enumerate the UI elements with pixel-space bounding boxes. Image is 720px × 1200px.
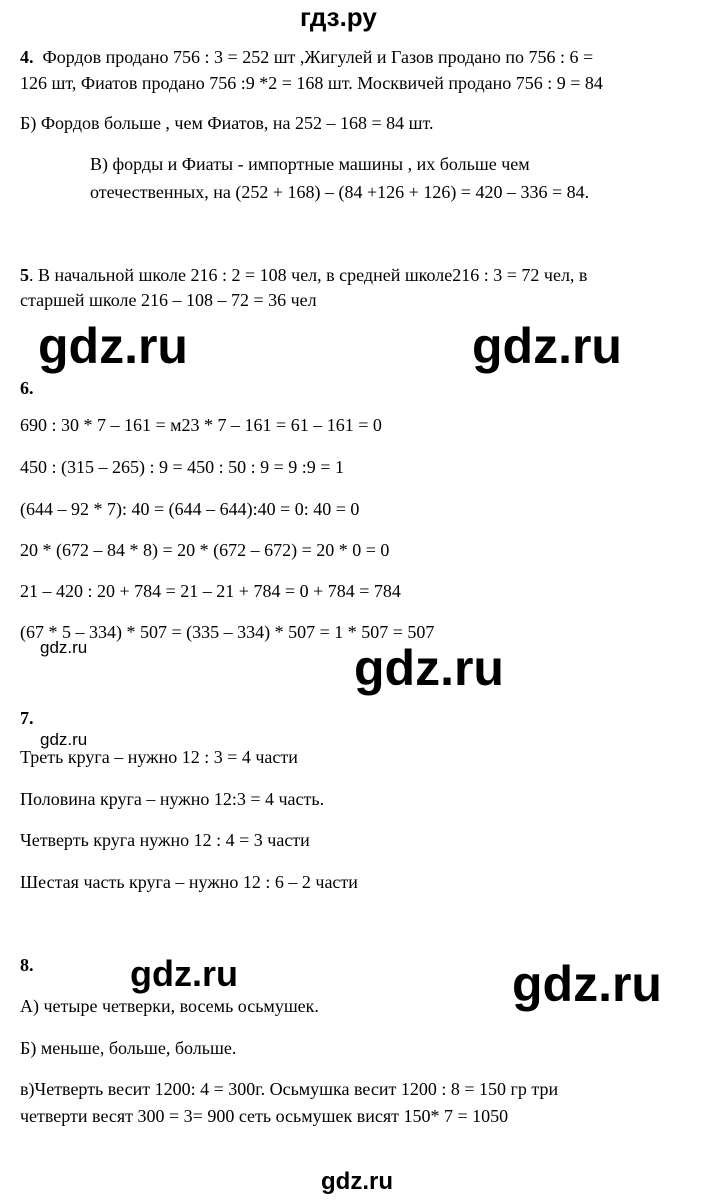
task8-part-v-line1: в)Четверть весит 1200: 4 = 300г. Осьмушка весит 1200 : 8 = 150 гр три xyxy=(20,1079,559,1099)
task7-line-3: Четверть круга нужно 12 : 4 = 3 части xyxy=(20,830,310,850)
task4-part-v-line1: В) форды и Фиаты - импортные машины , их больше чем xyxy=(90,154,530,174)
task6-expression-4: 20 * (672 – 84 * 8) = 20 * (672 – 672) = 20 * 0 = 0 xyxy=(20,540,390,560)
task6-number: 6. xyxy=(20,378,34,398)
watermark-gdz-5: gdz.ru xyxy=(40,730,88,749)
task4-number: 4. xyxy=(20,47,34,67)
header-site-title: гдз.ру xyxy=(300,2,377,32)
task7-line-2: Половина круга – нужно 12:3 = 4 часть. xyxy=(20,789,325,809)
task6-expression-5: 21 – 420 : 20 + 784 = 21 – 21 + 784 = 0 + 784 = 784 xyxy=(20,581,401,601)
watermark-gdz-6: gdz.ru xyxy=(130,953,238,994)
watermark-gdz-7: gdz.ru xyxy=(512,956,662,1012)
task6-expression-3: (644 – 92 * 7): 40 = (644 – 644):40 = 0: 40 = 0 xyxy=(20,499,360,519)
task7-line-1: Треть круга – нужно 12 : 3 = 4 части xyxy=(20,747,298,767)
task6-expression-2: 450 : (315 – 265) : 9 = 450 : 50 : 9 = 9 :9 = 1 xyxy=(20,457,344,477)
task8-part-v-line2: четверти весят 300 = 3= 900 сеть осьмушек висят 150* 7 = 1050 xyxy=(20,1106,509,1126)
task6-expression-1: 690 : 30 * 7 – 161 = м23 * 7 – 161 = 61 – 161 = 0 xyxy=(20,415,382,435)
task7-line-4: Шестая часть круга – нужно 12 : 6 – 2 части xyxy=(20,872,358,892)
watermark-gdz-3: gdz.ru xyxy=(40,638,88,657)
task8-part-b: Б) меньше, больше, больше. xyxy=(20,1038,237,1058)
task8-number: 8. xyxy=(20,955,34,975)
watermark-gdz-4: gdz.ru xyxy=(354,640,504,696)
task4-part-b: Б) Фордов больше , чем Фиатов, на 252 – 168 = 84 шт. xyxy=(20,113,434,133)
watermark-gdz-2: gdz.ru xyxy=(472,318,622,374)
task4-line2: 126 шт, Фиатов продано 756 :9 *2 = 168 шт. Москвичей продано 756 : 9 = 84 xyxy=(20,73,603,93)
watermark-gdz-1: gdz.ru xyxy=(38,318,188,374)
task5-number: 5 xyxy=(20,265,29,285)
task8-part-a: А) четыре четверки, восемь осьмушек. xyxy=(20,996,319,1016)
task6-expression-6: (67 * 5 – 334) * 507 = (335 – 334) * 507 = 1 * 507 = 507 xyxy=(20,622,435,642)
task4-line1: 4. Фордов продано 756 : 3 = 252 шт ,Жигулей и Газов продано по 756 : 6 = xyxy=(20,47,594,67)
task5-line2: старшей школе 216 – 108 – 72 = 36 чел xyxy=(20,290,317,310)
task5-line1: 5. В начальной школе 216 : 2 = 108 чел, в средней школе216 : 3 = 72 чел, в xyxy=(20,265,588,285)
task7-number: 7. xyxy=(20,708,34,728)
footer-watermark-gdz: gdz.ru xyxy=(321,1168,393,1195)
task4-part-v-line2: отечественных, на (252 + 168) – (84 +126 + 126) = 420 – 336 = 84. xyxy=(90,182,590,202)
